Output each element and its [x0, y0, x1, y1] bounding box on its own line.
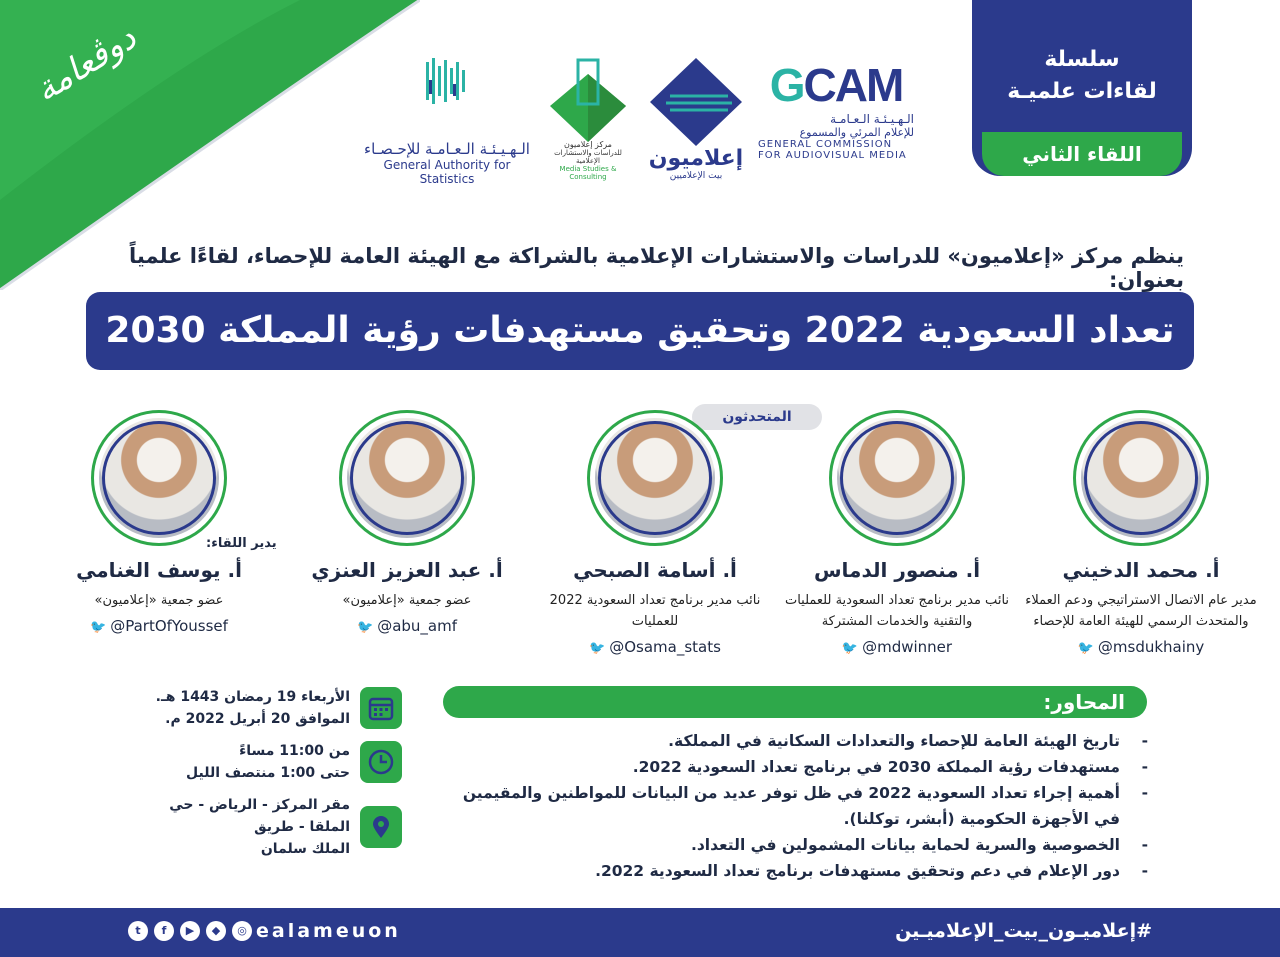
speaker-photo-frame	[91, 410, 227, 546]
gastat-en: General Authority for Statistics	[383, 158, 511, 186]
gcam-mark: GCAM	[769, 59, 903, 111]
speaker-role: عضو جمعية «إعلاميون»	[94, 593, 224, 608]
footer-bar	[0, 908, 1280, 957]
location-line2: الملك سلمان	[260, 841, 350, 857]
topics-heading: المحاور:	[443, 686, 1147, 718]
corner-script-logo: دوڤعامة	[27, 17, 144, 111]
gcam-ar-1: الـهـيـئـة الـعـامـة	[830, 112, 914, 126]
series-badge	[972, 0, 1192, 176]
social-icons	[128, 921, 252, 941]
location-line1: مقر المركز - الرياض - حي الملقا - طريق	[169, 797, 350, 835]
center-ar-2: للدراسات والاستشارات الإعلامية	[554, 149, 622, 165]
twitter-icon[interactable]: t	[128, 921, 148, 941]
youtube-icon[interactable]: ▶	[180, 921, 200, 941]
twitter-icon: 🐦	[841, 641, 859, 656]
ealameuon-icon	[648, 56, 744, 148]
center-en: Media Studies & Consulting	[559, 165, 617, 181]
speaker-photo	[1081, 418, 1201, 538]
moderator-card	[34, 410, 284, 635]
speaker-role: نائب مدير برنامج تعداد السعودية للعمليات والتقنية والخدمات المشتركة	[784, 593, 1010, 629]
event-time	[140, 740, 402, 784]
location-pin-icon	[360, 806, 402, 848]
date-hijri: الأربعاء 19 رمضان 1443 هـ.	[155, 689, 350, 705]
speaker-card	[282, 410, 532, 635]
topics-list	[440, 728, 1156, 884]
series-title-line2: لقاءات علميـة	[1007, 79, 1157, 104]
topic-item: - أهمية إجراء تعداد السعودية 2022 في ظل توفر عديد من البيانات للمواطنين والمقيمين في الأجهزة الحكومية (أبشر، توكلنا).	[440, 780, 1156, 832]
speaker-card	[530, 410, 780, 656]
speaker-twitter-link[interactable]: 🐦 @mdwinner	[841, 638, 953, 656]
speaker-role: نائب مدير برنامج تعداد السعودية 2022 للعمليات	[549, 593, 761, 629]
event-title: تعداد السعودية 2022 وتحقيق مستهدفات رؤية المملكة 2030	[86, 292, 1194, 370]
speaker-name: أ. عبد العزيز العنزي	[311, 558, 503, 582]
speaker-name: أ. أسامة الصبحي	[573, 558, 737, 582]
facebook-icon[interactable]: f	[154, 921, 174, 941]
speaker-photo	[595, 418, 715, 538]
speaker-photo	[837, 418, 957, 538]
speaker-name: أ. محمد الدخيني	[1062, 558, 1220, 582]
twitter-icon: 🐦	[1077, 641, 1094, 656]
twitter-icon: 🐦	[357, 620, 374, 635]
gastat-icon	[362, 58, 532, 140]
gastat-logo	[362, 58, 532, 186]
center-logo	[542, 56, 634, 181]
time-start: من 11:00 مساءً	[239, 743, 350, 759]
speaker-photo-frame	[829, 410, 965, 546]
speaker-name: أ. يوسف الغنامي	[76, 558, 242, 582]
speaker-photo-frame	[1073, 410, 1209, 546]
date-gregorian: الموافق 20 أبريل 2022 م.	[165, 711, 350, 727]
ealameuon-ar: إعلاميون	[648, 146, 744, 171]
clock-icon	[360, 741, 402, 783]
speaker-role: مدير عام الاتصال الاستراتيجي ودعم العملاء والمتحدث الرسمي للهيئة العامة للإحصاء	[1025, 593, 1257, 629]
speakers-label: المتحدثون	[692, 404, 822, 430]
twitter-icon: 🐦	[589, 641, 606, 656]
speaker-name: أ. منصور الدماس	[813, 558, 981, 582]
gcam-logo	[758, 58, 914, 161]
gcam-ar-2: للإعلام المرئي والمسموع	[799, 126, 914, 139]
center-icon	[542, 56, 634, 146]
snapchat-icon[interactable]: ◆	[206, 921, 226, 941]
gastat-ar: الـهـيـئـة الـعـامـة للإحـصـاء	[364, 140, 530, 158]
time-end: حتى 1:00 منتصف الليل	[186, 765, 350, 781]
series-title-line1: سلسلة	[1044, 47, 1120, 72]
speaker-card	[772, 410, 1022, 656]
twitter-icon: 🐦	[90, 620, 107, 635]
speaker-photo-frame	[587, 410, 723, 546]
speaker-photo-frame	[339, 410, 475, 546]
event-date	[140, 686, 402, 730]
topic-item: - تاريخ الهيئة العامة للإحصاء والتعدادات السكانية في المملكة.	[440, 728, 1156, 754]
topic-item: - دور الإعلام في دعم وتحقيق مستهدفات برنامج تعداد السعودية 2022.	[440, 858, 1156, 884]
gcam-en-1: GENERAL COMMISSION	[758, 139, 893, 150]
ealameuon-sub: بيت الإعلاميين	[669, 171, 723, 181]
speaker-card	[1016, 410, 1266, 656]
calendar-icon	[360, 687, 402, 729]
speaker-photo	[99, 418, 219, 538]
center-ar-1: مركز إعلاميون	[564, 140, 612, 149]
intro-text: ينظم مركز «إعلاميون» للدراسات والاستشارات الإعلامية بالشراكة مع الهيئة العامة للإحصاء، لقاءًا علمياً بعنوان:	[129, 244, 1184, 292]
speaker-twitter-link[interactable]: 🐦 @abu_amf	[357, 617, 457, 635]
moderator-label: يدير اللقاء:	[206, 536, 277, 551]
event-location	[140, 794, 402, 860]
speaker-photo	[347, 418, 467, 538]
speaker-twitter-link[interactable]: 🐦 @msdukhainy	[1077, 638, 1205, 656]
gcam-en-2: FOR AUDIOVISUAL MEDIA	[758, 150, 907, 161]
instagram-icon[interactable]: ◎	[232, 921, 252, 941]
speaker-twitter-link[interactable]: 🐦 @Osama_stats	[589, 638, 721, 656]
footer-handle[interactable]: ealameuon	[256, 920, 401, 942]
topic-item: - مستهدفات رؤية المملكة 2030 في برنامج تعداد السعودية 2022.	[440, 754, 1156, 780]
speaker-role: عضو جمعية «إعلاميون»	[342, 593, 472, 608]
footer-hashtag[interactable]: #إعلاميـون_بيت_الإعلاميـين	[895, 920, 1152, 942]
topic-item: - الخصوصية والسرية لحماية بيانات المشمولين في التعداد.	[440, 832, 1156, 858]
ealameuon-logo	[648, 56, 744, 181]
session-label: اللقاء الثاني	[982, 132, 1182, 176]
speaker-twitter-link[interactable]: 🐦 @PartOfYoussef	[90, 617, 228, 635]
